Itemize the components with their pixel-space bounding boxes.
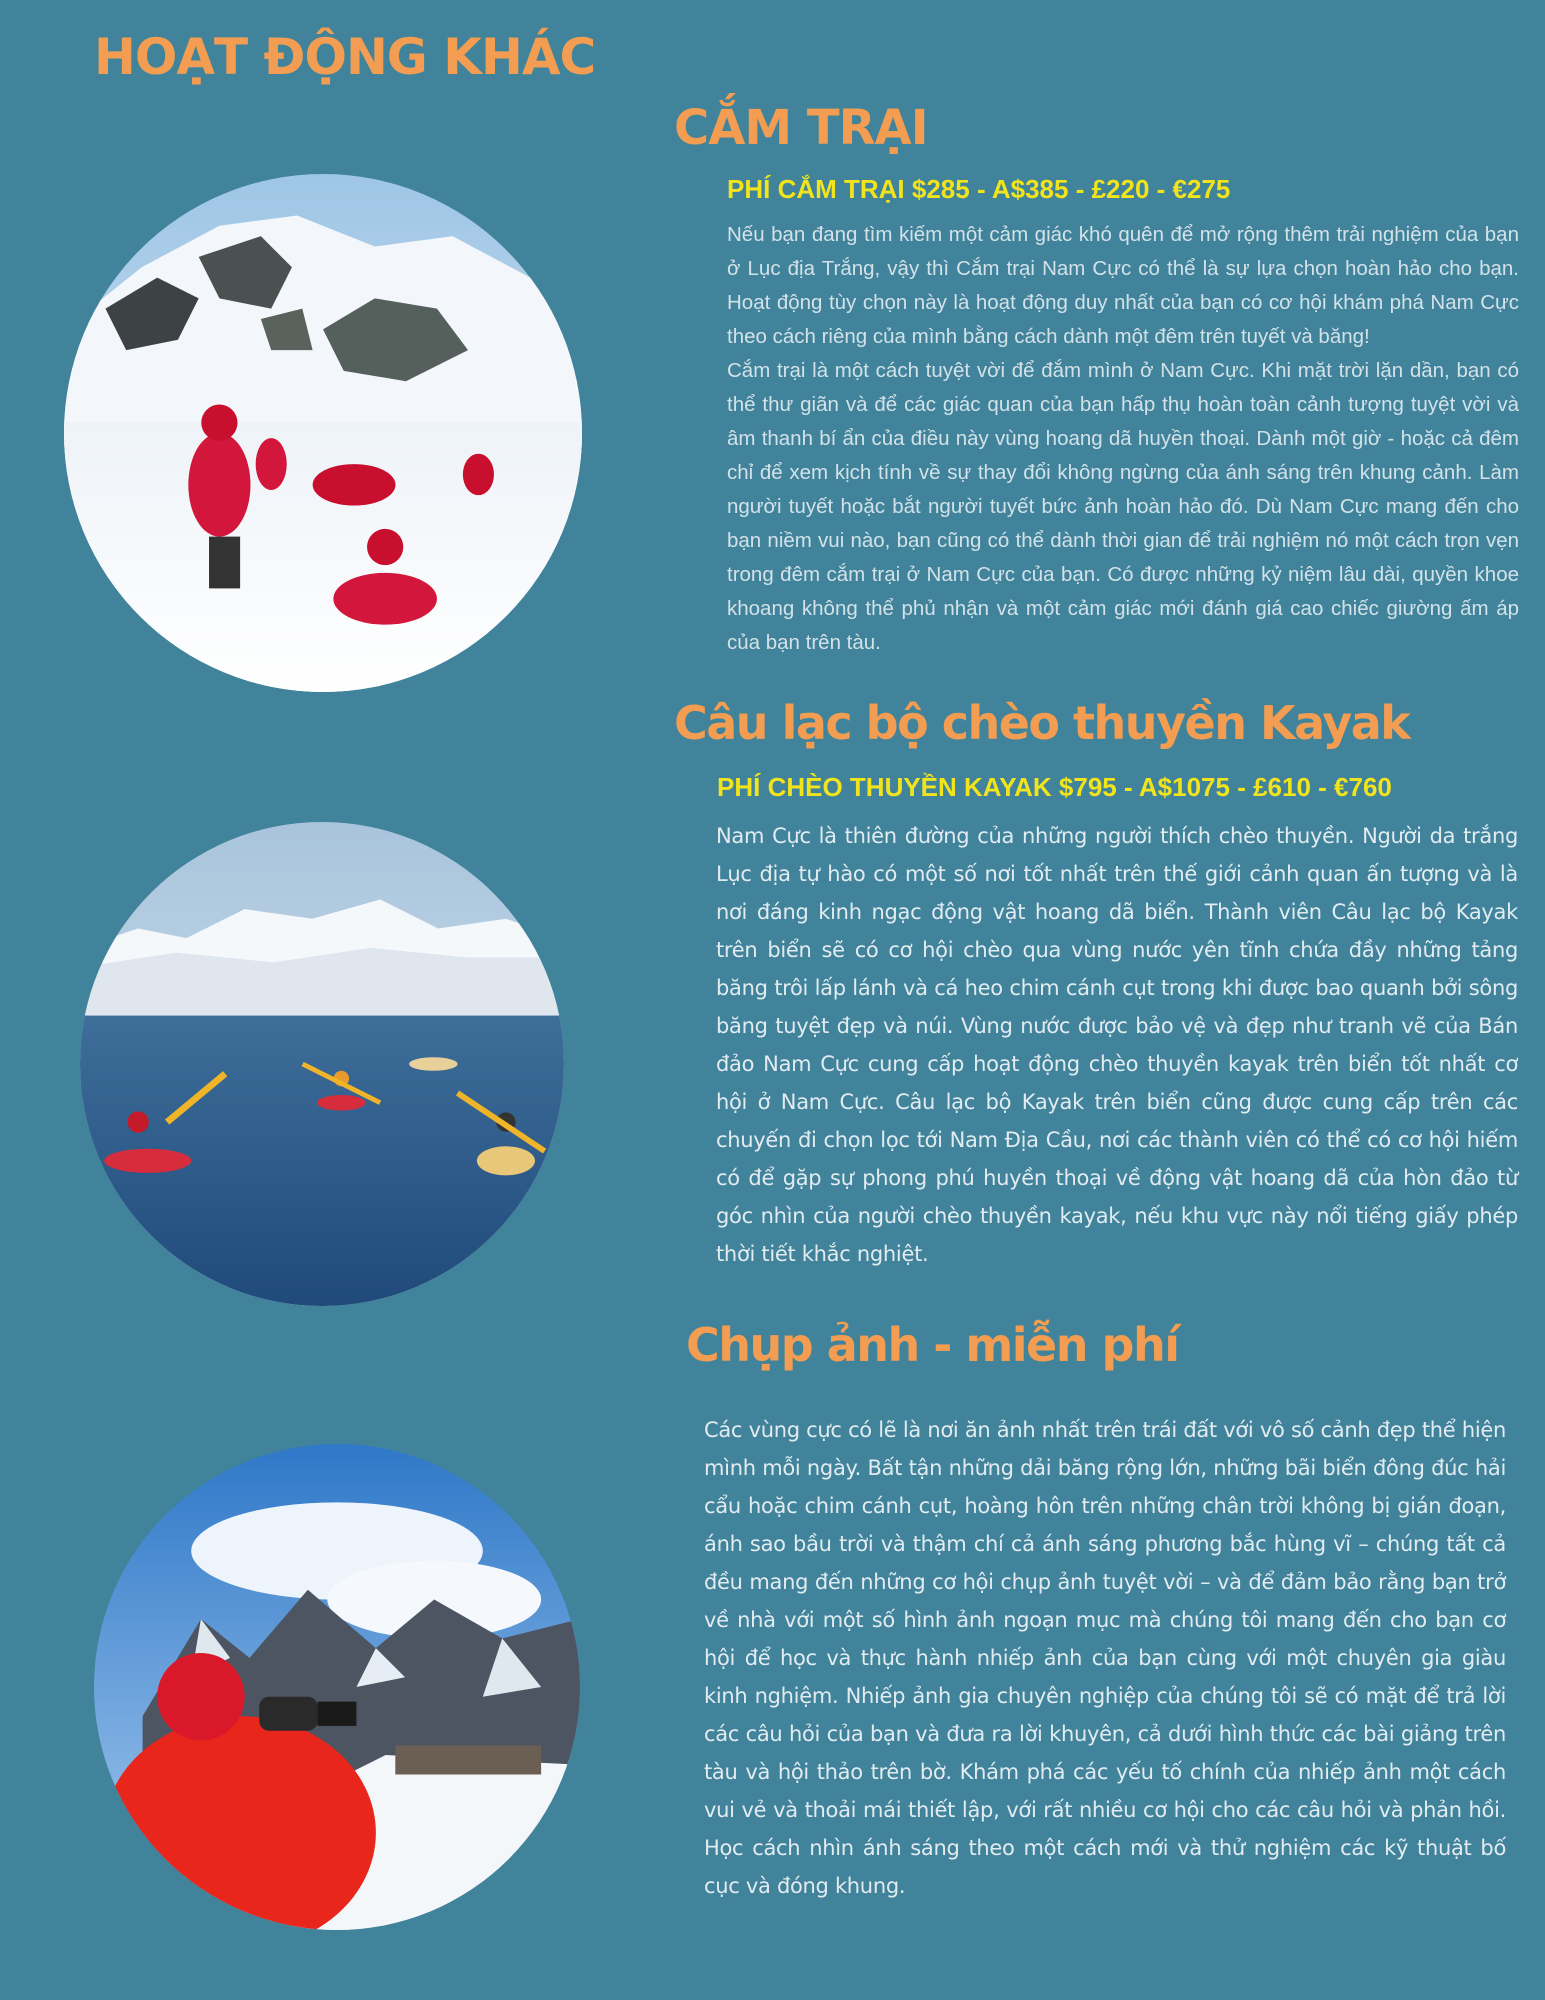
kayak-title: Câu lạc bộ chèo thuyền Kayak xyxy=(674,696,1410,750)
camping-fee: PHÍ CẮM TRẠI $285 - A$385 - £220 - €275 xyxy=(727,174,1231,204)
kayak-photo xyxy=(80,822,564,1306)
camping-description xyxy=(727,218,1519,660)
camping-photo xyxy=(64,174,582,692)
camping-paragraph-1: Nếu bạn đang tìm kiếm một cảm giác khó quên để mở rộng thêm trải nghiệm của bạn ở Lục địa Trắng, vậy thì Cắm trại Nam Cực có thể là sự lựa chọn hoàn hảo cho bạn. Hoạt động tùy chọn này là hoạt động duy nhất của bạn có cơ hội khám phá Nam Cực theo cách riêng của mình bằng cách dành một đêm trên tuyết và băng! xyxy=(727,223,1519,348)
photography-description xyxy=(704,1411,1506,1905)
kayak-fee: PHÍ CHÈO THUYỀN KAYAK $795 - A$1075 - £610 - €760 xyxy=(717,772,1392,802)
page-heading: HOẠT ĐỘNG KHÁC xyxy=(94,28,596,86)
photography-photo xyxy=(94,1444,580,1930)
photography-paragraph: Các vùng cực có lẽ là nơi ăn ảnh nhất trên trái đất với vô số cảnh đẹp thể hiện mình mỗi ngày. Bất tận những dải băng rộng lớn, những bãi biển đông đúc hải cẩu hoặc chim cánh cụt, hoàng hôn trên những chân trời không bị gián đoạn, ánh sao bầu trời và thậm chí cả ánh sáng phương bắc hùng vĩ – chúng tất cả đều mang đến những cơ hội chụp ảnh tuyệt vời – và để đảm bảo rằng bạn trở về nhà với một số hình ảnh ngoạn mục mà chúng tôi mang đến cho bạn cơ hội để học và thực hành nhiếp ảnh của bạn cùng với một chuyên gia giàu kinh nghiệm. Nhiếp ảnh gia chuyên nghiệp của chúng tôi sẽ có mặt để trả lời các câu hỏi của bạn và đưa ra lời khuyên, cả dưới hình thức các bài giảng trên tàu và hội thảo trên bờ. Khám phá các yếu tố chính của nhiếp ảnh một cách vui vẻ và thoải mái thiết lập, với rất nhiều cơ hội cho các câu hỏi và phản hồi. Học cách nhìn ánh sáng theo một cách mới và thử nghiệm các kỹ thuật bố cục và đóng khung. xyxy=(704,1418,1506,1898)
camping-title: CẮM TRẠI xyxy=(674,100,928,156)
photography-title: Chụp ảnh - miễn phí xyxy=(686,1318,1179,1372)
kayak-description xyxy=(716,817,1518,1273)
kayak-paragraph: Nam Cực là thiên đường của những người thích chèo thuyền. Người da trắng Lục địa tự hào có một số nơi tốt nhất trên thế giới cảnh quan ấn tượng và là nơi đáng kinh ngạc động vật hoang dã biển. Thành viên Câu lạc bộ Kayak trên biển sẽ có cơ hội chèo qua vùng nước yên tĩnh chứa đầy những tảng băng trôi lấp lánh và cá heo chim cánh cụt trong khi được bao quanh bởi sông băng tuyệt đẹp và núi. Vùng nước được bảo vệ và đẹp như tranh vẽ của Bán đảo Nam Cực cung cấp hoạt động chèo thuyền kayak trên biển tốt nhất cơ hội ở Nam Cực. Câu lạc bộ Kayak trên biển cũng được cung cấp trên các chuyến đi chọn lọc tới Nam Địa Cầu, nơi các thành viên có thể có cơ hội hiếm có để gặp sự phong phú huyền thoại về động vật hoang dã của hòn đảo từ góc nhìn của người chèo thuyền kayak, nếu khu vực này nổi tiếng giấy phép thời tiết khắc nghiệt. xyxy=(716,824,1518,1266)
camping-paragraph-2: Cắm trại là một cách tuyệt vời để đắm mình ở Nam Cực. Khi mặt trời lặn dần, bạn có thể thư giãn và để các giác quan của bạn hấp thụ hoàn toàn cảnh tượng tuyệt vời và âm thanh bí ẩn của điều này vùng hoang dã huyền thoại. Dành một giờ - hoặc cả đêm chỉ để xem kịch tính về sự thay đổi không ngừng của ánh sáng trên khung cảnh. Làm người tuyết hoặc bắt người tuyết bức ảnh hoàn hảo đó. Dù Nam Cực mang đến cho bạn niềm vui nào, bạn cũng có thể dành thời gian để trải nghiệm nó một cách trọn vẹn trong đêm cắm trại ở Nam Cực của bạn. Có được những kỷ niệm lâu dài, quyền khoe khoang không thể phủ nhận và một cảm giác mới đánh giá cao chiếc giường ấm áp của bạn trên tàu. xyxy=(727,359,1519,654)
